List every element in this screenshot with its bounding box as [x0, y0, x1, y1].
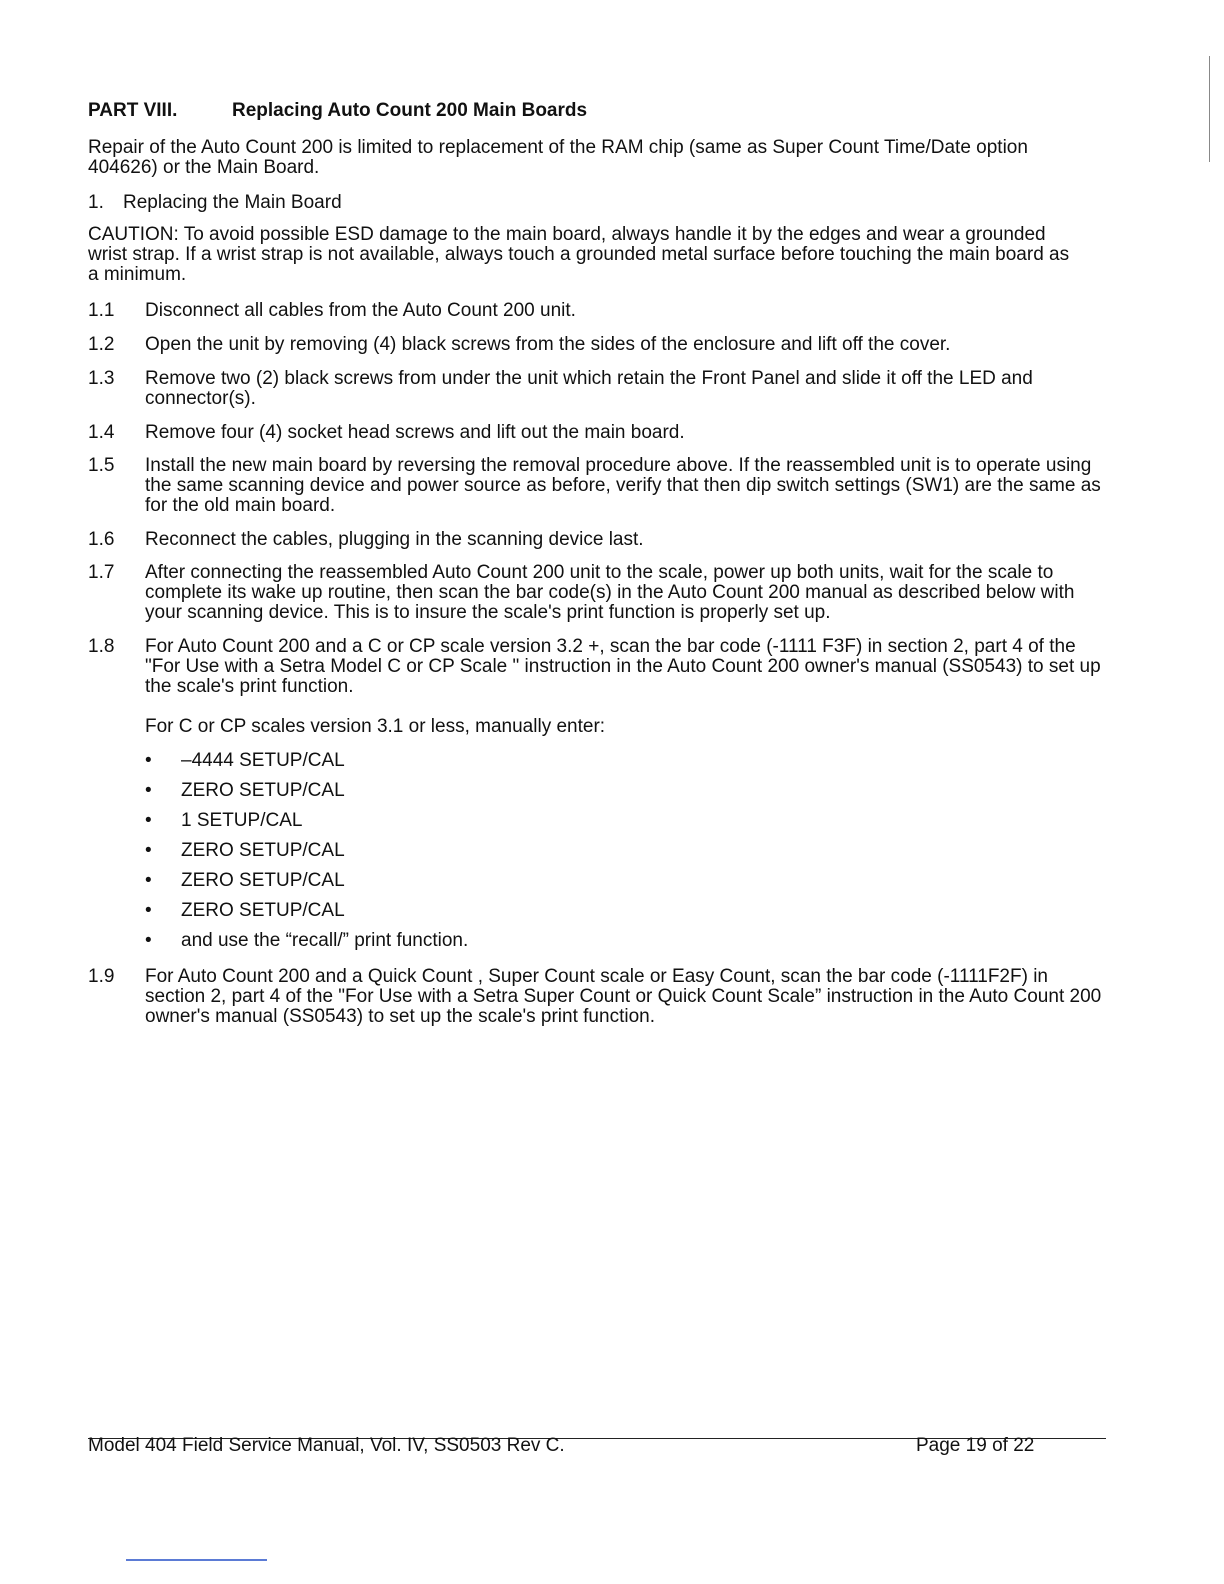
bullet-text: ZERO SETUP/CAL	[181, 900, 345, 921]
bullet-item	[145, 811, 302, 831]
part-title: Replacing Auto Count 200 Main Boards	[232, 100, 588, 121]
bottom-underline-mark	[126, 1559, 267, 1561]
bullet-dot: •	[145, 810, 152, 831]
step-item	[88, 456, 1104, 516]
bullet-dot: •	[145, 840, 152, 861]
bullet-text: 1 SETUP/CAL	[181, 810, 303, 831]
step-number: 1.8	[88, 636, 115, 657]
section-heading	[88, 193, 1084, 213]
bullet-item	[145, 781, 345, 801]
step-text: Remove two (2) black screws from under the unit which retain the Front Panel and slide it off the LED and connector(s).	[145, 368, 1033, 409]
step-text: For Auto Count 200 and a C or CP scale version 3.2 +, scan the bar code (-1111 F3F) in section 2, part 4 of the "For Use with a Setra Model C or CP Scale " instruction in the Auto Count 200 owner's manual (SS0543) to set up the scale's print function.	[145, 636, 1101, 697]
manual-entry-text: For C or CP scales version 3.1 or less, manually enter:	[145, 716, 606, 737]
step-item	[88, 967, 1104, 1027]
step-number: 1.5	[88, 455, 115, 476]
footer-page-number: Page 19 of 22	[916, 1435, 1035, 1456]
step-number: 1.7	[88, 562, 115, 583]
step-text: Remove four (4) socket head screws and lift out the main board.	[145, 422, 685, 443]
bullet-text: ZERO SETUP/CAL	[181, 780, 345, 801]
step-number: 1.9	[88, 966, 115, 987]
bullet-dot: •	[145, 870, 152, 891]
bullet-item	[145, 871, 345, 891]
step-item	[88, 301, 1104, 321]
bullet-item	[145, 931, 468, 951]
part-heading	[88, 101, 587, 121]
bullet-text: ZERO SETUP/CAL	[181, 840, 345, 861]
step-text: For Auto Count 200 and a Quick Count , Super Count scale or Easy Count, scan the bar code (-1111F2F) in section 2, part 4 of the "For Use with a Setra Super Count or Quick Count Scale” instruction in the Auto Count 200 owner's manual (SS0543) to set up the scale's print function.	[145, 966, 1102, 1027]
scan-edge-mark	[1209, 56, 1210, 162]
step-text: Disconnect all cables from the Auto Count 200 unit.	[145, 300, 576, 321]
bullet-text: –4444 SETUP/CAL	[181, 750, 345, 771]
step-item	[88, 530, 1104, 550]
bullet-dot: •	[145, 930, 152, 951]
step-number: 1.2	[88, 334, 115, 355]
bullet-item	[145, 841, 345, 861]
footer-document-title: Model 404 Field Service Manual, Vol. IV, SS0503 Rev C.	[88, 1435, 565, 1456]
bullet-item	[145, 751, 345, 771]
step-item	[88, 637, 1104, 697]
step-item	[88, 423, 1104, 443]
step-text: Reconnect the cables, plugging in the scanning device last.	[145, 529, 644, 550]
step-text: Install the new main board by reversing the removal procedure above. If the reassembled unit is to operate using the same scanning device and power source as before, verify that then dip switch settings (SW1) are the same as for the old main board.	[145, 455, 1101, 516]
bullet-item	[145, 901, 345, 921]
step-text: Open the unit by removing (4) black screws from the sides of the enclosure and lift off the cover.	[145, 334, 951, 355]
bullet-dot: •	[145, 900, 152, 921]
part-number: PART VIII.	[88, 100, 178, 121]
step-number: 1.4	[88, 422, 115, 443]
step-number: 1.1	[88, 300, 115, 321]
step-item	[88, 563, 1104, 623]
caution-paragraph: CAUTION: To avoid possible ESD damage to the main board, always handle it by the edges and wear a grounded wrist strap. If a wrist strap is not available, always touch a grounded metal surface before touching the main board as a minimum.	[88, 224, 1070, 285]
intro-paragraph: Repair of the Auto Count 200 is limited to replacement of the RAM chip (same as Super Count Time/Date option 404626) or the Main Board.	[88, 137, 1028, 178]
step-item	[88, 369, 1104, 409]
bullet-text: and use the “recall/” print function.	[181, 930, 469, 951]
step-number: 1.6	[88, 529, 115, 550]
section-title: Replacing the Main Board	[123, 192, 342, 213]
step-item	[88, 335, 1104, 355]
bullet-dot: •	[145, 780, 152, 801]
step-text: After connecting the reassembled Auto Count 200 unit to the scale, power up both units, wait for the scale to complete its wake up routine, then scan the bar code(s) in the Auto Count 200 manual as described below with your scanning device. This is to insure the scale's print function is properly set up.	[145, 562, 1075, 623]
bullet-dot: •	[145, 750, 152, 771]
bullet-text: ZERO SETUP/CAL	[181, 870, 345, 891]
section-number: 1.	[88, 192, 104, 213]
step-number: 1.3	[88, 368, 115, 389]
